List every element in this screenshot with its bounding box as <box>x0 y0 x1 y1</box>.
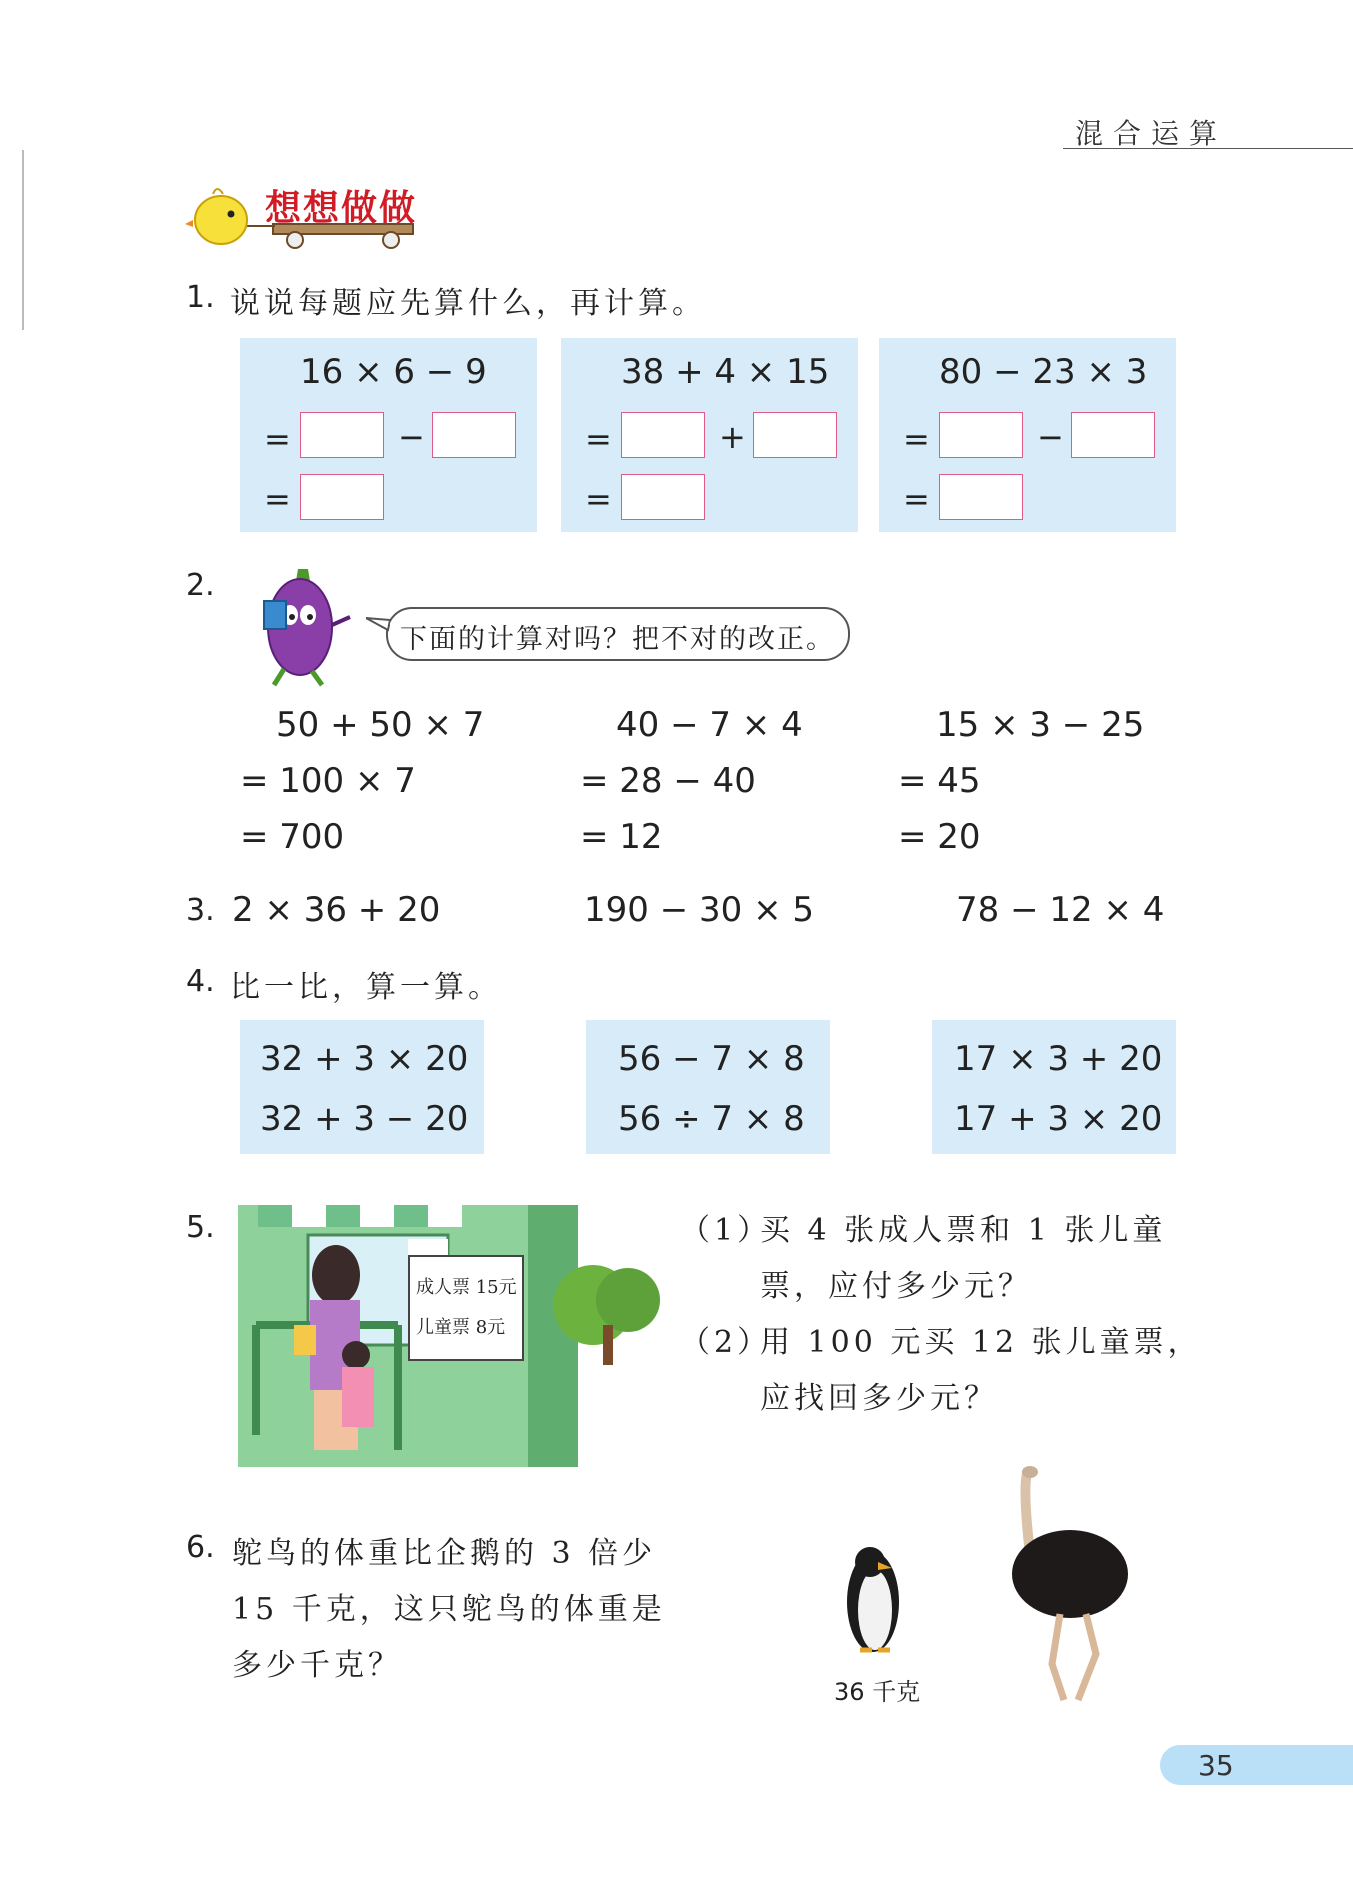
q4-box-3-line2: 17 + 3 × 20 <box>954 1099 1163 1139</box>
q6-line2: 15 千克，这只鸵鸟的体重是 <box>232 1592 666 1627</box>
q3-item-3: 78 − 12 × 4 <box>956 890 1165 930</box>
q3-item-2: 190 − 30 × 5 <box>584 890 814 930</box>
q2-col1-line1: 50 + 50 × 7 <box>276 705 485 745</box>
q1-box-2-answer-3[interactable] <box>621 474 705 520</box>
q1-box-2-eq2: = <box>585 480 612 518</box>
q2-col2-line1: 40 − 7 × 4 <box>616 705 803 745</box>
q1-box-3-expr: 80 − 23 × 3 <box>939 352 1148 392</box>
q4-box-1 <box>240 1020 484 1154</box>
q2-col3-line2: = 45 <box>898 761 981 801</box>
child-ticket-price: 儿童票 8元 <box>416 1317 506 1338</box>
q1-box-1-expr: 16 × 6 − 9 <box>300 352 487 392</box>
q2-col1-line3: = 700 <box>240 817 345 857</box>
q1-box-1-eq1: = <box>264 420 291 458</box>
bubble-tail-icon <box>366 616 390 632</box>
q1-text: 说说每题应先算什么，再计算。 <box>230 286 706 321</box>
q4-box-3-line1: 17 × 3 + 20 <box>954 1039 1163 1079</box>
q5-sub1-number: （1） <box>680 1213 772 1248</box>
q6-line3: 多少千克？ <box>232 1648 402 1683</box>
q2-col2-line2: = 28 − 40 <box>580 761 756 801</box>
q1-box-1 <box>240 338 537 532</box>
q1-box-1-answer-1[interactable] <box>300 412 384 458</box>
q6-number: 6. <box>186 1530 215 1565</box>
q5-sub2-number: （2） <box>680 1325 772 1360</box>
q1-box-3-answer-3[interactable] <box>939 474 1023 520</box>
q5-sub1-line2: 票，应付多少元？ <box>760 1269 1032 1304</box>
q1-box-2-expr: 38 + 4 × 15 <box>621 352 830 392</box>
q5-sub1-line1: 买 4 张成人票和 1 张儿童 <box>760 1213 1167 1248</box>
q1-box-1-eq2: = <box>264 480 291 518</box>
adult-ticket-price: 成人票 15元 <box>416 1277 517 1298</box>
q1-box-3-eq2: = <box>903 480 930 518</box>
q1-box-2-op: + <box>719 418 746 456</box>
q1-box-3 <box>879 338 1176 532</box>
q4-box-3 <box>932 1020 1176 1154</box>
q3-item-1: 2 × 36 + 20 <box>232 890 441 930</box>
q1-box-3-eq1: = <box>903 420 930 458</box>
q1-box-3-answer-1[interactable] <box>939 412 1023 458</box>
q1-box-2-answer-1[interactable] <box>621 412 705 458</box>
q2-col2-line3: = 12 <box>580 817 663 857</box>
penguin-weight-label: 36 千克 <box>834 1678 921 1706</box>
ticket-price-sign <box>408 1255 524 1361</box>
q2-col1-line2: = 100 × 7 <box>240 761 416 801</box>
q1-number: 1. <box>186 280 215 315</box>
q1-box-2-eq1: = <box>585 420 612 458</box>
q4-box-1-line1: 32 + 3 × 20 <box>260 1039 469 1079</box>
q2-speech-bubble <box>386 607 850 661</box>
q1-box-3-op: − <box>1037 418 1064 456</box>
q4-number: 4. <box>186 964 215 999</box>
penguin-icon <box>838 1540 908 1658</box>
q1-box-2 <box>561 338 858 532</box>
q2-bubble-text: 下面的计算对吗？把不对的改正。 <box>400 624 835 655</box>
q6-line1: 鸵鸟的体重比企鹅的 3 倍少 <box>232 1536 657 1571</box>
q4-box-2 <box>586 1020 830 1154</box>
q2-col3-line3: = 20 <box>898 817 981 857</box>
q4-box-2-line2: 56 ÷ 7 × 8 <box>618 1099 805 1139</box>
q1-box-1-op: − <box>398 418 425 456</box>
section-header-text: 混合运算 <box>1075 117 1228 150</box>
q1-box-2-answer-2[interactable] <box>753 412 837 458</box>
q5-sub2-line2: 应找回多少元？ <box>760 1381 998 1416</box>
q4-box-1-line2: 32 + 3 − 20 <box>260 1099 469 1139</box>
q5-sub2-line1: 用 100 元买 12 张儿童票， <box>760 1325 1202 1360</box>
q5-number: 5. <box>186 1210 215 1245</box>
section-title: 想想做做 <box>265 188 418 229</box>
q2-col3-line1: 15 × 3 − 25 <box>936 705 1145 745</box>
q4-box-2-line1: 56 − 7 × 8 <box>618 1039 805 1079</box>
q2-number: 2. <box>186 568 215 603</box>
eggplant-character-icon <box>238 565 358 690</box>
page-number: 35 <box>1198 1749 1234 1782</box>
q4-text: 比一比，算一算。 <box>230 970 502 1005</box>
q3-number: 3. <box>186 893 215 928</box>
q1-box-1-answer-3[interactable] <box>300 474 384 520</box>
section-header <box>1063 104 1353 149</box>
left-margin-rule <box>22 150 24 330</box>
q1-box-1-answer-2[interactable] <box>432 412 516 458</box>
ticket-booth-illustration <box>238 1205 660 1467</box>
page-number-bar <box>1160 1745 1353 1785</box>
ostrich-icon <box>1000 1464 1140 1704</box>
q1-box-3-answer-2[interactable] <box>1071 412 1155 458</box>
